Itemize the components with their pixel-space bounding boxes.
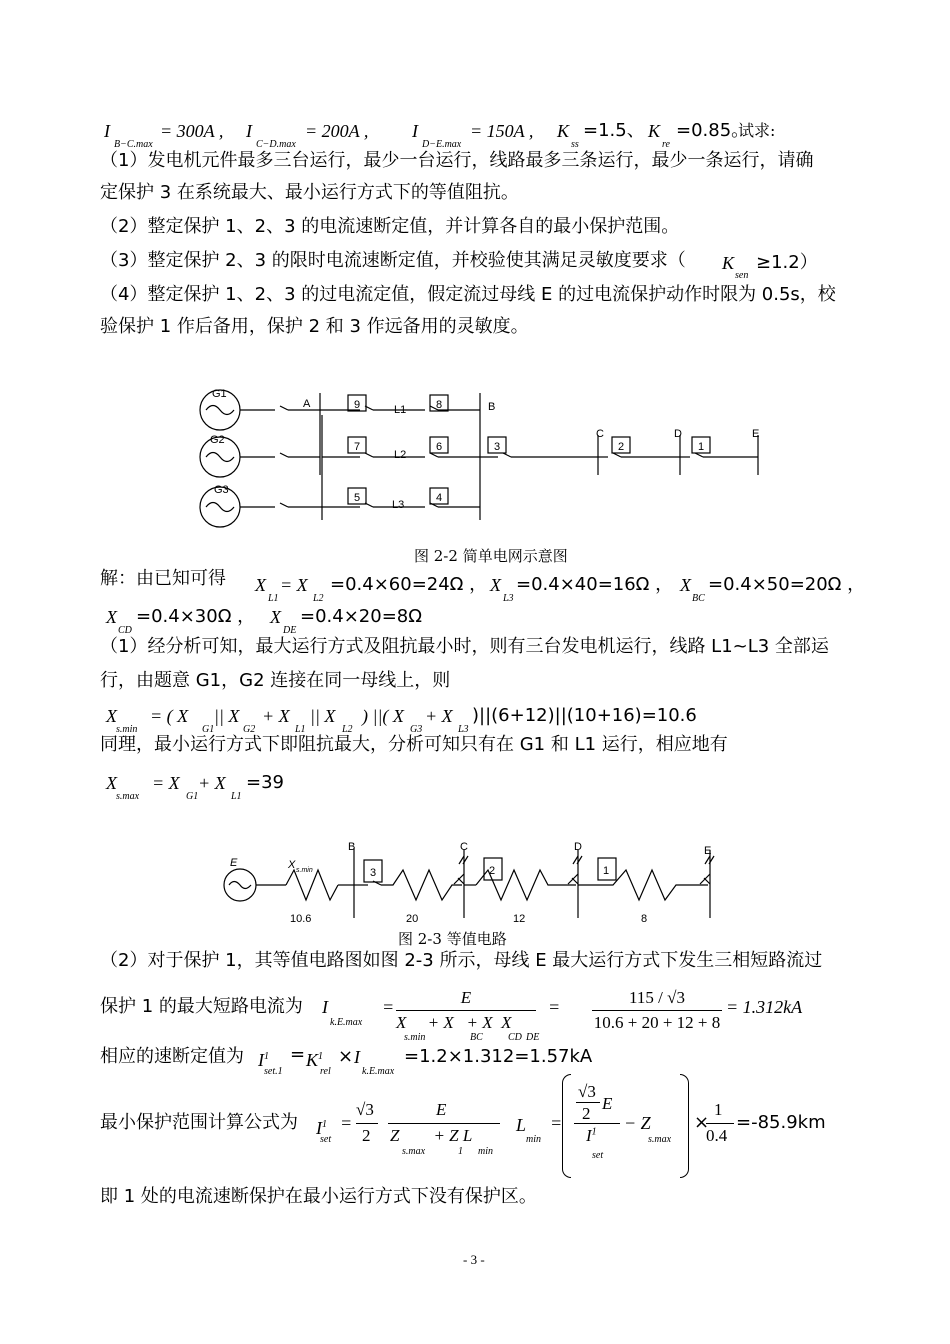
eq-z1: 10.6 xyxy=(290,913,312,925)
eq-bus-e: E xyxy=(704,845,712,857)
figure-2-3-caption: 图 2-3 等值电路 xyxy=(398,930,507,948)
part2-a: （2）对于保护 1，其等值电路图如图 2-3 所示，母线 E 最大运行方式下发生三相短路流过 xyxy=(100,950,823,971)
x-l3: =0.4×40=16Ω ， xyxy=(516,574,674,595)
given-kre: =0.85。 xyxy=(676,120,750,141)
given-i-cd: = 200A , xyxy=(305,121,369,141)
question-1a: （1）发电机元件最多三台运行，最少一台运行，线路最多三条运行，最少一条运行，请确 xyxy=(100,150,814,171)
part2-c: 相应的速断定值为 xyxy=(100,1046,244,1067)
question-1b: 定保护 3 在系统最大、最小运行方式下的等值阻抗。 xyxy=(100,182,519,203)
bus-label-a: A xyxy=(303,398,311,410)
ik-value: = 1.312kA xyxy=(726,997,803,1017)
equivalent-circuit xyxy=(218,838,738,928)
x-de: =0.4×20=8Ω xyxy=(300,606,422,627)
eq-breaker-3: 3 xyxy=(370,867,377,879)
breaker-1: 1 xyxy=(698,441,705,453)
xsmax-result: =39 xyxy=(246,772,284,793)
line-label-l2: L2 xyxy=(394,449,407,461)
bus-label-d: D xyxy=(674,428,682,440)
svg-text:s.min: s.min xyxy=(296,867,313,874)
iset-value: =1.2×1.312=1.57kA xyxy=(404,1046,593,1067)
eq-bus-b: B xyxy=(348,841,356,853)
source-label-e: E xyxy=(230,857,238,869)
line-label-l1: L1 xyxy=(394,404,407,416)
eq-breaker-1: 1 xyxy=(603,865,610,877)
x-cd: =0.4×30Ω ， xyxy=(136,606,256,627)
solution-intro: 解：由已知可得 xyxy=(100,568,226,589)
question-4a: （4）整定保护 1、2、3 的过电流定值，假定流过母线 E 的过电流保护动作时限为 0.5s，校 xyxy=(100,284,836,305)
svg-text:X: X xyxy=(288,859,296,871)
ik-numerator: 115 / √3 xyxy=(629,988,685,1007)
question-2: （2）整定保护 1、2、3 的电流速断定值，并计算各自的最小保护范围。 xyxy=(100,216,680,237)
eq-z2: 20 xyxy=(406,913,419,925)
given-i-de: = 150A , xyxy=(470,121,534,141)
breaker-3: 3 xyxy=(494,441,501,453)
breaker-8: 8 xyxy=(436,399,443,411)
question-3-end: ≥1.2） xyxy=(756,252,818,273)
part1-b: 行，由题意 G1，G2 连接在同一母线上，则 xyxy=(100,670,451,691)
gen-label-g2: G2 xyxy=(210,434,225,446)
ik-denominator: 10.6 + 20 + 12 + 8 xyxy=(593,1013,721,1032)
breaker-9: 9 xyxy=(354,399,361,411)
part2-e: 即 1 处的电流速断保护在最小运行方式下没有保护区。 xyxy=(100,1186,537,1207)
bus-label-b: B xyxy=(488,401,496,413)
breaker-2: 2 xyxy=(618,441,625,453)
part2-d: 最小保护范围计算公式为 xyxy=(100,1112,298,1133)
question-4b: 验保护 1 作后备用，保护 2 和 3 作远备用的灵敏度。 xyxy=(100,316,529,337)
bus-label-c: C xyxy=(596,428,604,440)
grid-diagram xyxy=(180,375,800,535)
x-l1-l2: =0.4×60=24Ω ， xyxy=(330,574,488,595)
breaker-4: 4 xyxy=(436,492,443,504)
page-number: - 3 - xyxy=(463,1252,485,1267)
x-bc: =0.4×50=20Ω ， xyxy=(708,574,866,595)
breaker-5: 5 xyxy=(354,492,361,504)
xsmin-result: )||(6+12)||(10+16)=10.6 xyxy=(472,705,697,726)
figure-2-2-caption: 图 2-2 简单电网示意图 xyxy=(414,547,568,565)
breaker-6: 6 xyxy=(436,441,443,453)
given-ask: 试求: xyxy=(738,121,776,140)
line-label-l3: L3 xyxy=(392,499,405,511)
part2-b: 保护 1 的最大短路电流为 xyxy=(100,996,303,1017)
breaker-7: 7 xyxy=(354,441,361,453)
given-i-bc: = 300A , xyxy=(160,121,224,141)
gen-label-g1: G1 xyxy=(212,388,227,400)
part1-c: 同理，最小运行方式下即阻抗最大，分析可知只有在 G1 和 L1 运行，相应地有 xyxy=(100,734,728,755)
eq-bus-d: D xyxy=(574,841,582,853)
eq-z3: 12 xyxy=(513,913,526,925)
given-kss: =1.5、 xyxy=(583,120,645,141)
lmin-value: =-85.9km xyxy=(736,1112,826,1133)
eq-z4: 8 xyxy=(641,913,648,925)
question-3: （3）整定保护 2、3 的限时电流速断定值，并校验使其满足灵敏度要求（ xyxy=(100,250,686,271)
eq-bus-c: C xyxy=(460,841,468,853)
eq-breaker-2: 2 xyxy=(489,865,496,877)
part1-a: （1）经分析可知，最大运行方式及阻抗最小时，则有三台发电机运行，线路 L1~L3 全部运 xyxy=(100,636,829,657)
bus-label-e: E xyxy=(752,428,760,440)
gen-label-g3: G3 xyxy=(214,484,229,496)
